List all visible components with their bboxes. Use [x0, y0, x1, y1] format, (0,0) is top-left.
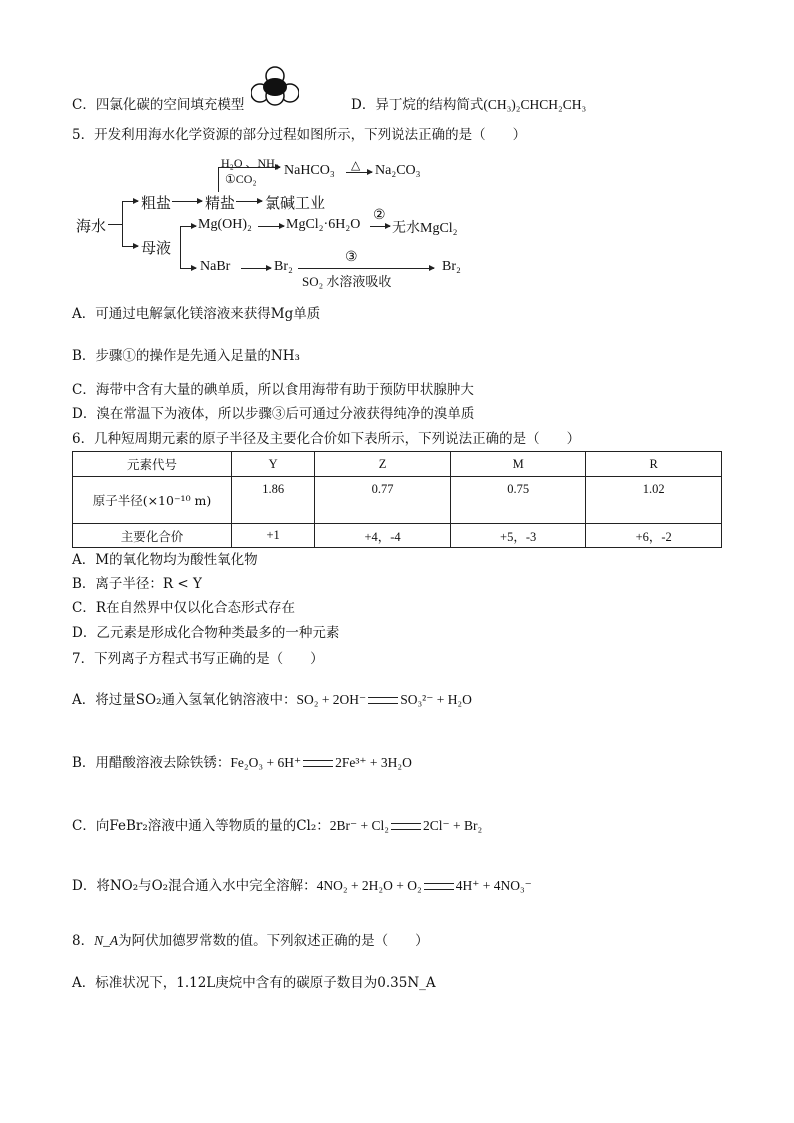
q5-option-a: A．可通过电解氯化镁溶液来获得Mg单质 — [72, 306, 321, 322]
diagram-seawater: 海水 — [76, 219, 107, 235]
q6-option-a: A．M的氧化物均为酸性氧化物 — [72, 552, 258, 568]
q5-option-d: D．溴在常温下为液体，所以步骤③后可通过分液获得纯净的溴单质 — [72, 406, 475, 422]
table-header-cell: Y — [232, 452, 315, 477]
q7-stem: 7．下列离子方程式书写正确的是（ ） — [72, 651, 324, 667]
table-cell: 0.77 — [315, 477, 451, 524]
q8-stem: 8．N_A为阿伏加德罗常数的值。下列叙述正确的是（ ） — [72, 933, 429, 949]
diagram-na2co3: Na₂CO₃ — [375, 163, 421, 178]
avogadro-symbol: N_A — [94, 933, 119, 948]
q5-option-b: B．步骤①的操作是先通入足量的NH₃ — [72, 348, 300, 364]
diagram-mgcl2: MgCl₂·6H₂O — [286, 217, 361, 232]
equals-sign-icon — [368, 697, 398, 704]
table-row — [73, 452, 722, 477]
q8-option-a: A．标准状况下，1.12L庚烷中含有的碳原子数目为0.35N_A — [72, 975, 436, 991]
diagram-chlor-alkali: 氯碱工业 — [265, 196, 326, 212]
q4-option-d: D．异丁烷的结构简式(CH₃)₂CHCH₂CH₃ — [351, 97, 587, 113]
q6-option-d: D．乙元素是形成化合物种类最多的一种元素 — [72, 625, 340, 641]
table-header-cell: M — [450, 452, 586, 477]
table-cell: 1.86 — [232, 477, 315, 524]
equals-sign-icon — [424, 883, 454, 890]
table-label-cell: 原子半径(×10⁻¹⁰ m) — [73, 477, 232, 524]
equals-sign-icon — [303, 760, 333, 767]
table-cell: +5，-3 — [450, 524, 586, 548]
q7-option-c: C．向FeBr₂溶液中通入等物质的量的Cl₂：2Br⁻ + Cl₂ 2Cl⁻ + Br₂ — [72, 818, 483, 834]
diagram-refined-salt: 精盐 — [205, 196, 236, 212]
diagram-step3: ③ — [345, 250, 358, 265]
table-cell: +6，-2 — [586, 524, 722, 548]
diagram-br2-b: Br₂ — [442, 259, 461, 274]
q4-option-c: C．四氯化碳的空间填充模型 — [72, 97, 245, 113]
q5-option-c: C．海带中含有大量的碘单质，所以食用海带有助于预防甲状腺肿大 — [72, 382, 474, 398]
diagram-crude-salt: 粗盐 — [141, 196, 172, 212]
table-row — [73, 524, 722, 548]
q5-stem: 5．开发利用海水化学资源的部分过程如图所示，下列说法正确的是（ ） — [72, 127, 527, 143]
q7-option-a: A．将过量SO₂通入氢氧化钠溶液中：SO₂ + 2OH⁻ SO₃²⁻ + H₂O — [72, 692, 472, 708]
table-cell: 0.75 — [450, 477, 586, 524]
element-table — [72, 451, 722, 548]
q6-stem: 6．几种短周期元素的原子半径及主要化合价如下表所示，下列说法正确的是（ ） — [72, 431, 581, 447]
carbon-tetrachloride-model-icon — [251, 66, 299, 108]
table-cell: 1.02 — [586, 477, 722, 524]
equals-sign-icon — [391, 823, 421, 830]
q6-option-c: C．R在自然界中仅以化合态形式存在 — [72, 600, 295, 616]
table-row — [73, 477, 722, 524]
diagram-nabr: NaBr — [200, 259, 231, 274]
diagram-nahco3: NaHCO₃ — [284, 163, 335, 178]
q7-option-d: D．将NO₂与O₂混合通入水中完全溶解：4NO₂ + 2H₂O + O₂ 4H⁺ + 4NO₃⁻ — [72, 878, 532, 894]
table-header-cell: R — [586, 452, 722, 477]
diagram-step1: ①CO₂ — [225, 172, 257, 186]
table-header-cell: 元素代号 — [73, 452, 232, 477]
diagram-so2-absorb: SO₂ 水溶液吸收 — [302, 274, 392, 289]
table-cell: +4，-4 — [315, 524, 451, 548]
diagram-mgoh2: Mg(OH)₂ — [198, 217, 252, 232]
diagram-reagents-top: H₂O 、NH₃ — [221, 156, 280, 170]
table-header-cell: Z — [315, 452, 451, 477]
diagram-br2-a: Br₂ — [274, 259, 293, 274]
diagram-mother-liquor: 母液 — [141, 241, 172, 257]
diagram-anhydrous-mgcl2: 无水MgCl₂ — [392, 221, 458, 236]
diagram-heat-icon: △ — [351, 158, 361, 172]
q7-option-b: B．用醋酸溶液去除铁锈：Fe₂O₃ + 6H⁺ 2Fe³⁺ + 3H₂O — [72, 755, 412, 771]
q6-option-b: B．离子半径：R < Y — [72, 576, 202, 592]
diagram-step2: ② — [373, 208, 386, 223]
table-label-cell: 主要化合价 — [73, 524, 232, 548]
table-cell: +1 — [232, 524, 315, 548]
